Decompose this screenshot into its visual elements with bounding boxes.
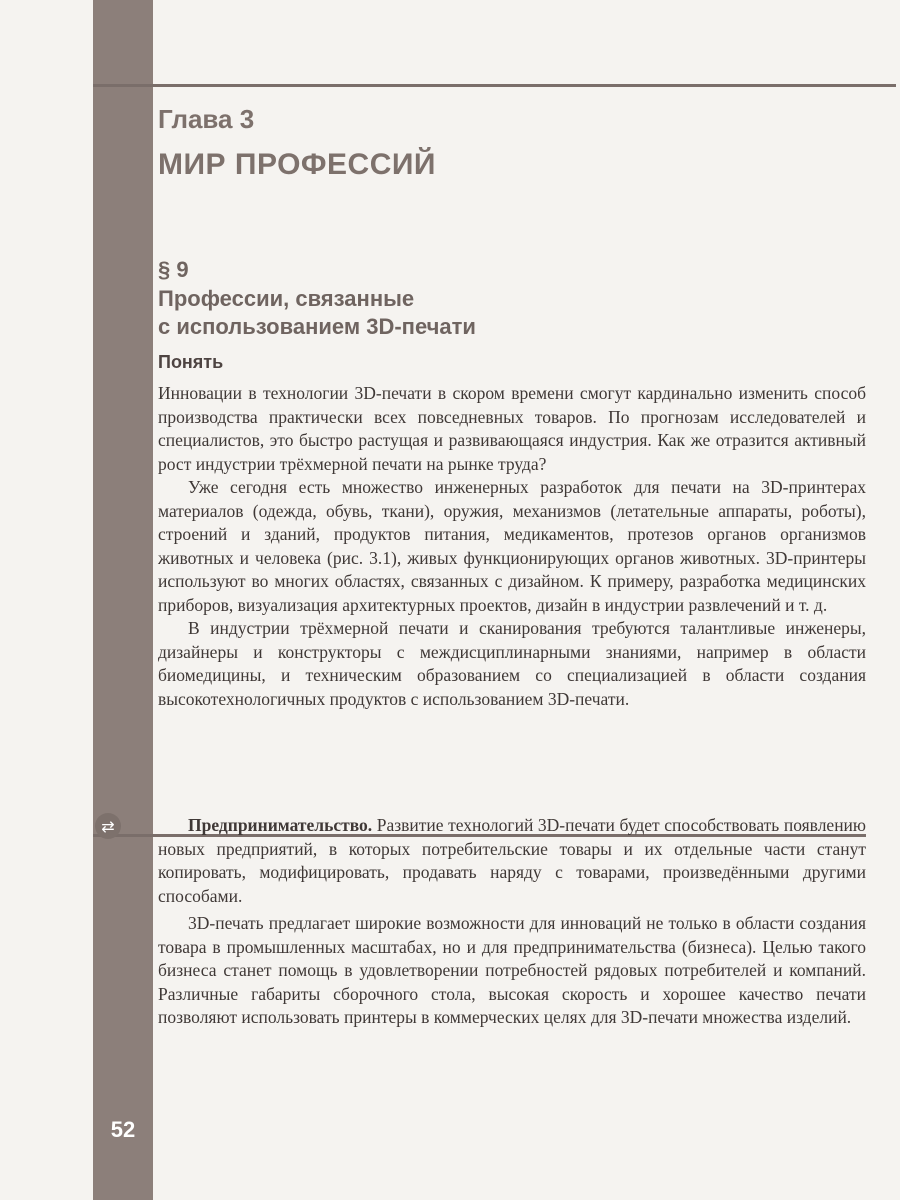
paragraph-4-lead: Предпринимательство.	[188, 815, 373, 835]
top-rule	[93, 84, 896, 87]
subheading: Понять	[158, 352, 224, 372]
section-number: § 9	[158, 257, 189, 282]
paragraph-4	[158, 814, 866, 908]
page-number: 52	[110, 1117, 136, 1142]
paragraph-3: В индустрии трёхмерной печати и сканирования требуются талантливые инженеры, дизайнеры и конструкторы с междисциплинарными знаниями, например в области биомедицины, и техническим образованием со специализацией в области создания высокотехнологичных продуктов с использованием 3D-печати.	[158, 618, 866, 709]
section-title-line2: с использованием 3D-печати	[158, 314, 476, 339]
section-title-line1: Профессии, связанные	[158, 286, 415, 311]
chapter-title: МИР ПРОФЕССИЙ	[158, 148, 436, 181]
paragraph-2: Уже сегодня есть множество инженерных разработок для печати на 3D-принтерах материалов (одежда, обувь, ткани), оружия, механизмов (летательные аппараты, роботы), строений и зданий, продуктов питания, медикаментов, протезов органов организмов животных и человека (рис. 3.1), живых функционирующих органов животных. 3D-принтеры используют во многих областях, связанных с дизайном. К примеру, разработка медицинских приборов, визуализация архитектурных проектов, дизайн в индустрии развлечений и т. д.	[158, 477, 866, 615]
section-title	[158, 285, 718, 341]
paragraph-1: Инновации в технологии 3D-печати в скором времени смогут кардинально изменить способ производства практически всех повседневных товаров. По прогнозам исследователей и специалистов, это быстро растущая и развивающаяся индустрия. Как же отразится активный рост индустрии трёхмерной печати на рынке труда?	[158, 383, 866, 474]
left-margin-bar	[93, 0, 153, 1200]
body-text-lower	[158, 814, 866, 1030]
exchange-arrows-icon: ⇄	[95, 813, 121, 839]
chapter-label: Глава 3	[158, 104, 255, 134]
paragraph-4-text: Развитие технологий 3D-печати будет способствовать появлению новых предприятий, в которых потребительские товары и их отдельные части станут копировать, модифицировать, продавать наряду с товарами, произведёнными другими способами.	[158, 815, 866, 906]
body-text-upper	[158, 382, 866, 711]
paragraph-5: 3D-печать предлагает широкие возможности для инноваций не только в области создания товара в промышленных масштабах, но и для предпринимательства (бизнеса). Целью такого бизнеса станет помощь в удовлетворении потребностей рядовых потребителей и компаний. Различные габариты сборочного стола, высокая скорость и хорошее качество печати позволяют использовать принтеры в коммерческих целях для 3D-печати множества изделий.	[158, 913, 866, 1027]
